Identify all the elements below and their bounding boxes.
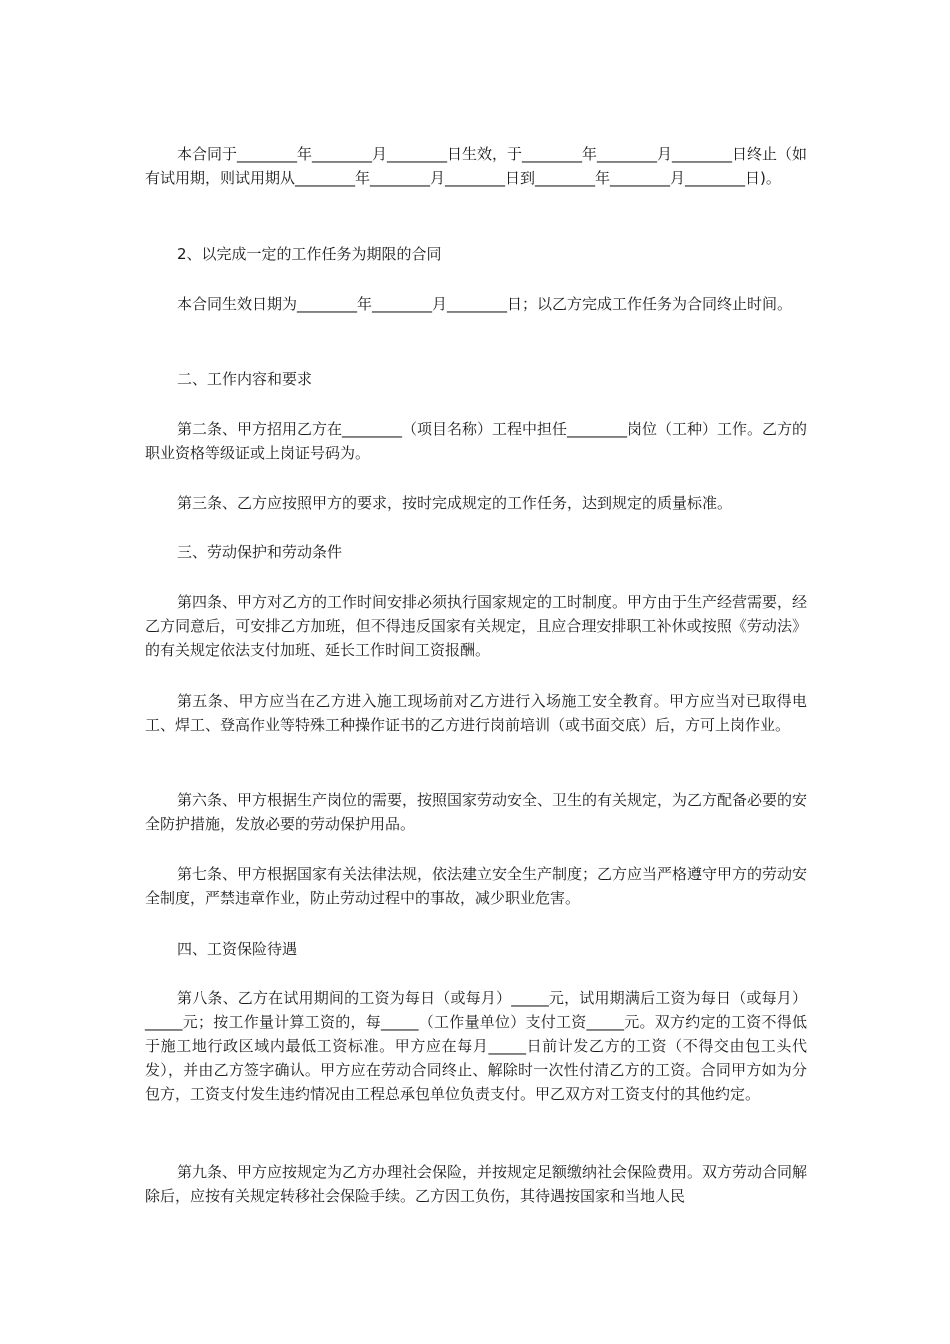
task-term-heading: 2、以完成一定的工作任务为期限的合同 (177, 245, 442, 263)
article-4-paragraph: 第四条、甲方对乙方的工作时间安排必须执行国家规定的工时制度。甲方由于生产经营需要，经乙方同意后，可安排乙方加班，但不得违反国家有关规定，且应合理安排职工补休或按照《劳动法》的有关规定依法支付加班、延长工作时间工资报酬。 (145, 593, 808, 659)
article-9-paragraph: 第九条、甲方应按规定为乙方办理社会保险，并按规定足额缴纳社会保险费用。双方劳动合同解除后，应按有关规定转移社会保险手续。乙方因工负伤，其待遇按国家和当地人民 (145, 1163, 808, 1205)
article-6-paragraph: 第六条、甲方根据生产岗位的需要，按照国家劳动安全、卫生的有关规定，为乙方配备必要的安全防护措施，发放必要的劳动保护用品。 (145, 791, 808, 833)
effective-dates-paragraph: 本合同于________年________月________日生效，于________年________月________日终止（如有试用期，则试用期从________年________月________日到________年________月________日)。 (145, 145, 808, 187)
article-5-paragraph: 第五条、甲方应当在乙方进入施工现场前对乙方进行入场施工安全教育。甲方应当对已取得电工、焊工、登高作业等特殊工种操作证书的乙方进行岗前培训（或书面交底）后，方可上岗作业。 (145, 692, 807, 734)
section-2-heading: 二、工作内容和要求 (177, 370, 313, 388)
article-3-paragraph: 第三条、乙方应按照甲方的要求，按时完成规定的工作任务，达到规定的质量标准。 (177, 494, 733, 512)
section-3-heading: 三、劳动保护和劳动条件 (177, 543, 343, 561)
article-7-paragraph: 第七条、甲方根据国家有关法律法规，依法建立安全生产制度；乙方应当严格遵守甲方的劳动安全制度，严禁违章作业，防止劳动过程中的事故，减少职业危害。 (145, 865, 808, 907)
article-2-paragraph: 第二条、甲方招用乙方在________（项目名称）工程中担任________岗位（工种）工作。乙方的职业资格等级证或上岗证号码为。 (145, 420, 808, 462)
article-8-paragraph: 第八条、乙方在试用期间的工资为每日（或每月）_____元，试用期满后工资为每日（或每月）_____元；按工作量计算工资的，每_____（工作量单位）支付工资_____元。双方约定的工资不得低于施工地行政区域内最低工资标准。甲方应在每月_____日前计发乙方的工资（不得交由包工头代发），并由乙方签字确认。甲方应在劳动合同终止、解除时一次性付清乙方的工资。合同甲方如为分包方，工资支付发生违约情况由工程总承包单位负责支付。甲乙双方对工资支付的其他约定。 (145, 989, 807, 1103)
section-4-heading: 四、工资保险待遇 (177, 940, 298, 958)
task-term-paragraph: 本合同生效日期为________年________月________日；以乙方完成工作任务为合同终止时间。 (177, 295, 793, 313)
